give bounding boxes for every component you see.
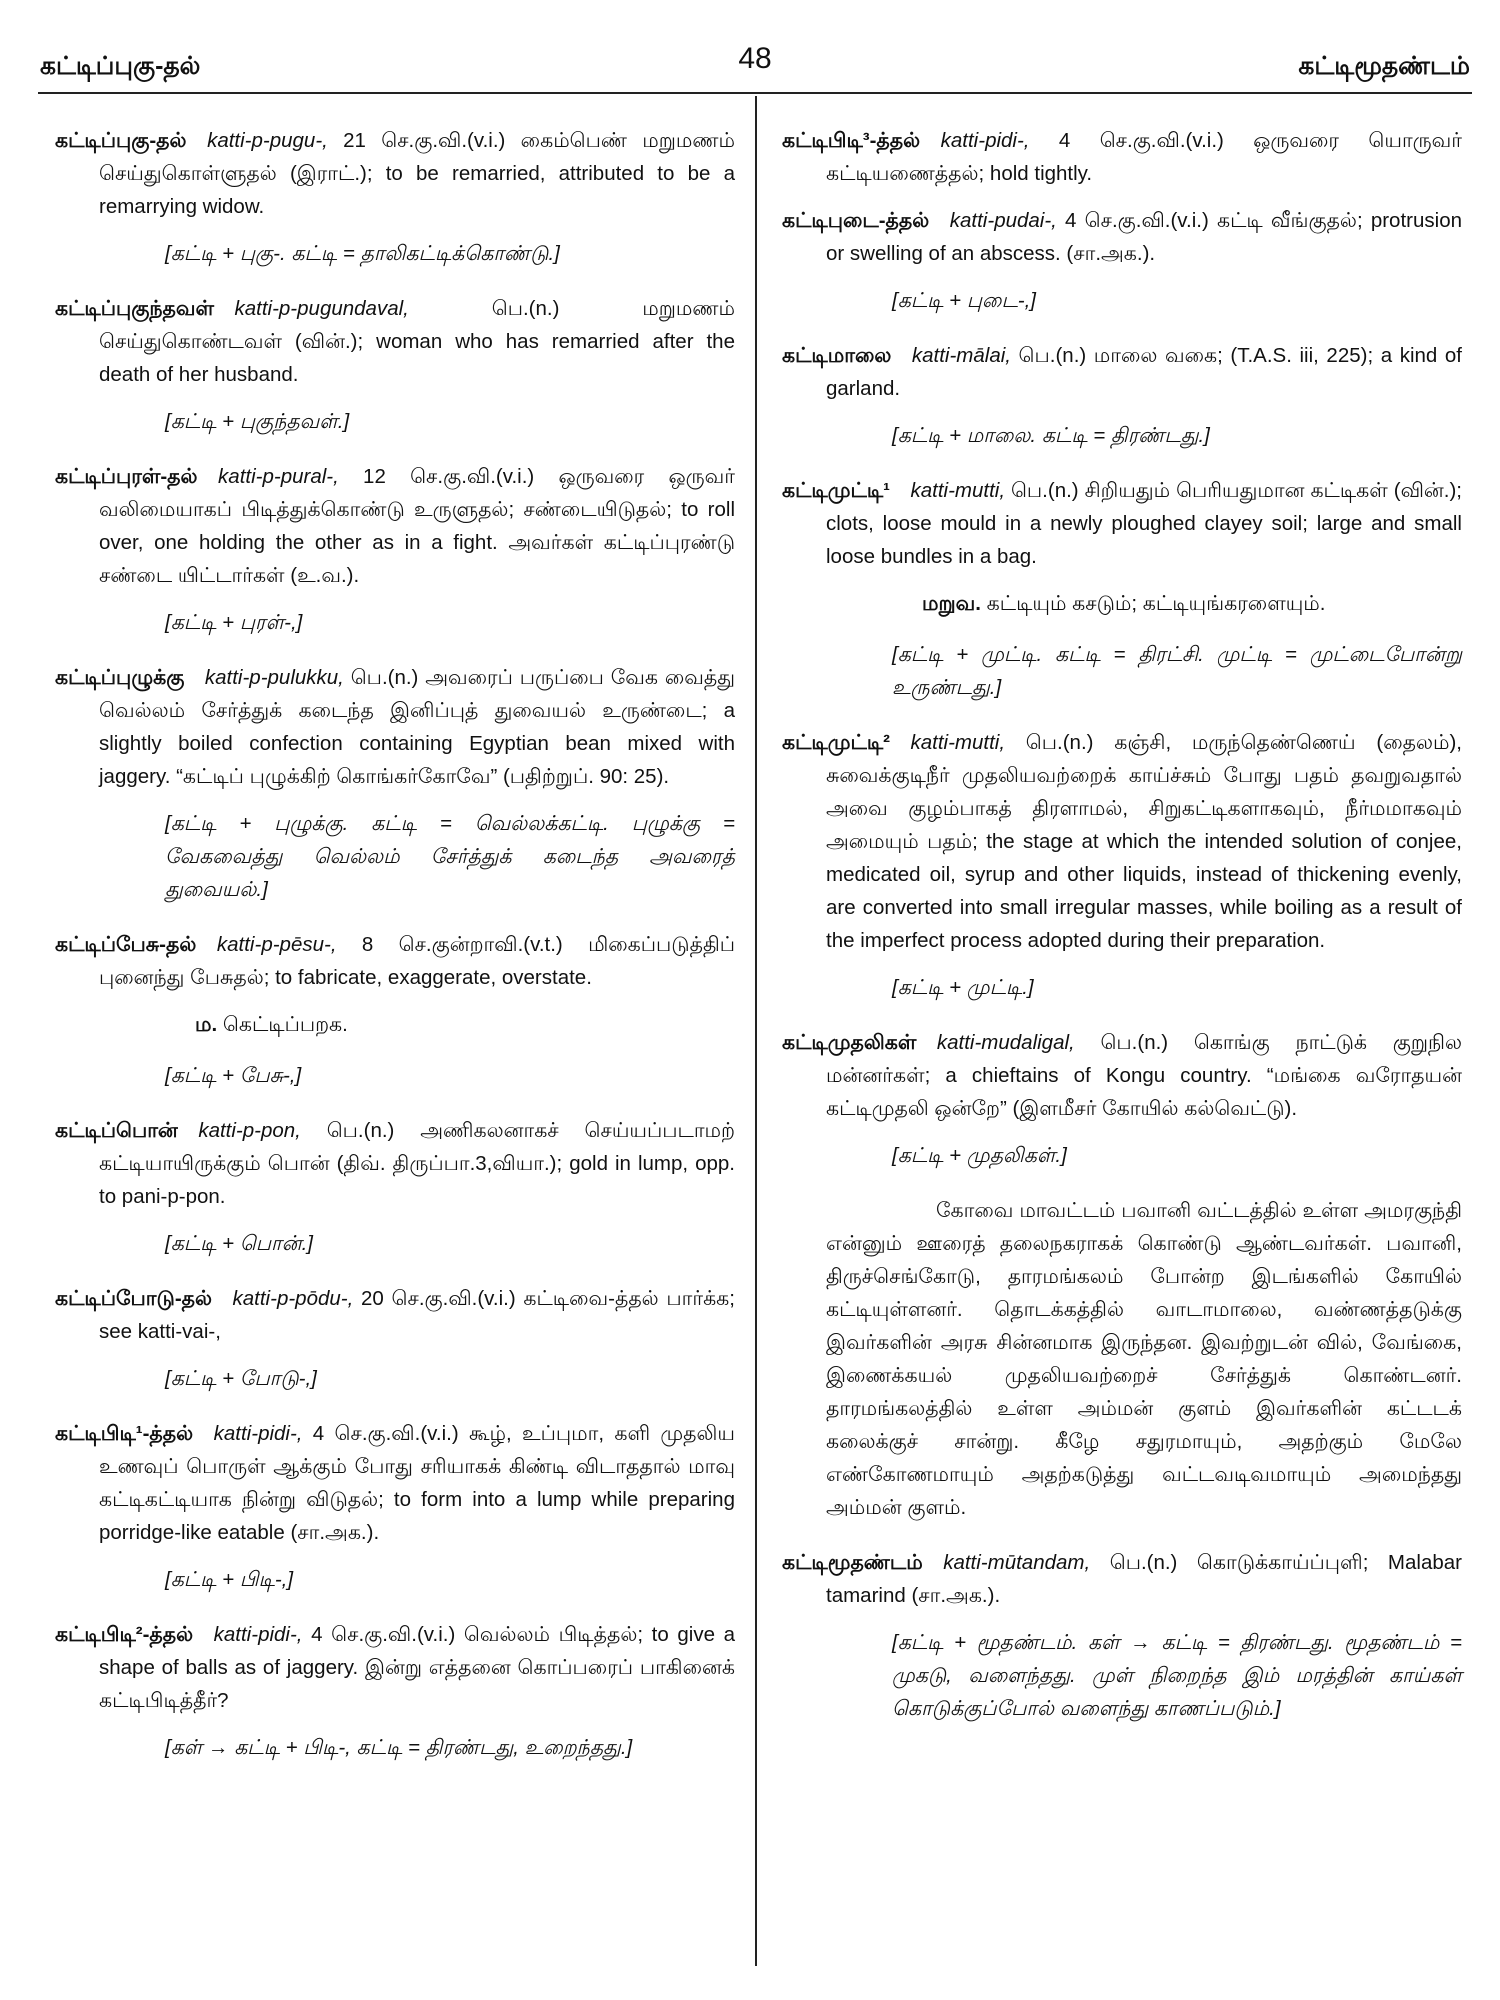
- entry-headword: கட்டிமாலை: [782, 344, 892, 367]
- entry-etymology: [கட்டி + புரள்-,]: [165, 611, 303, 634]
- entry-etymology: [கட்டி + மாலை. கட்டி = திரண்டது.]: [892, 424, 1210, 447]
- entry-etymology: [கட்டி + புகுந்தவள்.]: [165, 410, 350, 433]
- entry-headword: கட்டிப்புகு-தல்: [55, 129, 187, 152]
- entry-transliteration: katti-p-pugundaval,: [234, 297, 409, 320]
- entry-transliteration: katti-p-pulukku,: [204, 666, 344, 689]
- dictionary-entry: [55, 292, 735, 391]
- entry-transliteration: katti-mālai,: [911, 344, 1011, 367]
- entry-definition: 21 செ.கு.வி.(v.i.) கைம்பெண் மறுமணம் செய்துகொள்ளுதல் (இராட்.); to be remarried, attributed to be a remarrying widow.: [99, 129, 735, 218]
- entry-definition: பெ.(n.) மாலை வகை; (T.A.S. iii, 225); a kind of garland.: [826, 344, 1462, 400]
- entry-transliteration: katti-p-pural-,: [218, 465, 339, 488]
- entry-transliteration: katti-pidi-,: [213, 1623, 303, 1646]
- entry-headword: கட்டிப்போடு-தல்: [55, 1287, 213, 1310]
- right-column: [782, 124, 1462, 1747]
- cross-reference-label: ம.: [195, 1013, 218, 1036]
- entry-headword: கட்டிப்பேசு-தல்: [55, 933, 197, 956]
- entry-etymology: [கட்டி + மூதண்டம். கள் → கட்டி = திரண்டது. மூதண்டம் = முகடு, வளைந்தது. முள் நிறைந்த இம் மரத்தின் காய்கள் கொடுக்குப்போல் வளைந்து காணப்படும்.]: [892, 1631, 1462, 1720]
- entry-headword: கட்டிப்புரள்-தல்: [55, 465, 198, 488]
- entry-definition: பெ.(n.) கொங்கு நாட்டுக் குறுநில மன்னர்கள்; a chieftains of Kongu country. “மங்கை வரோதயன் கட்டிமுதலி ஒன்றே” (இளமீசர் கோயில் கல்வெட்டு).: [826, 1031, 1462, 1120]
- entry-transliteration: katti-mutti,: [910, 731, 1006, 754]
- entry-definition: 12 செ.கு.வி.(v.i.) ஒருவரை ஒருவர் வலிமையாகப் பிடித்துக்கொண்டு உருளுதல்; சண்டையிடுதல்; to roll over, one holding the other as in a fight. அவர்கள் கட்டிப்புரண்டு சண்டை யிட்டார்கள் (உ.வ.).: [99, 465, 735, 587]
- entry-headword: கட்டிபுடை-த்தல்: [782, 209, 930, 232]
- entry-definition: பெ.(n.) மறுமணம் செய்துகொண்டவள் (வின்.); woman who has remarried after the death of her husband.: [99, 297, 735, 386]
- dictionary-entry: [55, 928, 735, 994]
- entry-headword: கட்டிமுதலிகள்: [782, 1031, 917, 1054]
- page-header: [40, 42, 1470, 86]
- entry-headword: கட்டிமுட்டி¹: [782, 479, 890, 502]
- entry-transliteration: katti-p-pugu-,: [207, 129, 328, 152]
- entry-headword: கட்டிமூதண்டம்: [782, 1551, 923, 1574]
- entry-definition: பெ.(n.) அவரைப் பருப்பை வேக வைத்து வெல்லம் சேர்த்துக் கடைந்த இனிப்புத் துவையல் உருண்டை; a slightly boiled confection containing Egyptian bean mixed with jaggery. “கட்டிப் புழுக்கிற் கொங்கர்கோவே” (பதிற்றுப். 90: 25).: [99, 666, 735, 788]
- dictionary-entry: [55, 1282, 735, 1348]
- entry-headword: கட்டிமுட்டி²: [782, 731, 890, 754]
- dictionary-entry: [782, 124, 1462, 190]
- dictionary-entry: [782, 726, 1462, 957]
- dictionary-entry: [55, 1417, 735, 1549]
- entry-headword: கட்டிபிடி³-த்தல்: [782, 129, 921, 152]
- dictionary-entry: [782, 1026, 1462, 1125]
- entry-etymology: [கட்டி + பிடி-,]: [165, 1568, 294, 1591]
- entry-definition: 20 செ.கு.வி.(v.i.) கட்டிவை-த்தல் பார்க்க; see katti-vai-,: [99, 1287, 735, 1343]
- entry-definition: 8 செ.குன்றாவி.(v.t.) மிகைப்படுத்திப் புனைந்து பேசுதல்; to fabricate, exaggerate, overstate.: [99, 933, 735, 989]
- entry-headword: கட்டிபிடி²-த்தல்: [55, 1623, 194, 1646]
- right-guide-word: கட்டிமூதண்டம்: [1298, 52, 1470, 80]
- header-rule: [38, 92, 1472, 94]
- entry-transliteration: katti-p-pēsu-,: [216, 933, 337, 956]
- dictionary-entry: [782, 474, 1462, 573]
- left-guide-word: கட்டிப்புகு-தல்: [40, 52, 201, 80]
- entry-transliteration: katti-pidi-,: [213, 1422, 303, 1445]
- dictionary-entry: [782, 339, 1462, 405]
- entry-definition: பெ.(n.) கொடுக்காய்ப்புளி; Malabar tamarind (சா.அக.).: [826, 1551, 1462, 1607]
- entry-definition: 4 செ.கு.வி.(v.i.) கட்டி வீங்குதல்; protrusion or swelling of an abscess. (சா.அக.).: [826, 209, 1462, 265]
- dictionary-entry: [55, 1618, 735, 1717]
- entry-transliteration: katti-pudai-,: [949, 209, 1057, 232]
- entry-headword: கட்டிபிடி¹-த்தல்: [55, 1422, 194, 1445]
- entry-etymology: [கட்டி + புழுக்கு. கட்டி = வெல்லக்கட்டி. புழுக்கு = வேகவைத்து வெல்லம் சேர்த்துக் கடைந்த அவரைத் துவையல்.]: [165, 812, 735, 901]
- entry-etymology: [கட்டி + முட்டி. கட்டி = திரட்சி. முட்டி = முட்டைபோன்று உருண்டது.]: [892, 643, 1462, 699]
- entry-etymology: [கட்டி + புகு-. கட்டி = தாலிகட்டிக்கொண்டு.]: [165, 242, 560, 265]
- entry-definition: பெ.(n.) சிறியதும் பெரியதுமான கட்டிகள் (வின்.); clots, loose mould in a newly ploughed clayey soil; large and small loose bundles in a bag.: [826, 479, 1462, 568]
- entry-definition: 4 செ.கு.வி.(v.i.) ஒருவரை யொருவர் கட்டியணைத்தல்; hold tightly.: [826, 129, 1462, 185]
- entry-etymology: [கட்டி + போடு-,]: [165, 1367, 317, 1390]
- entry-etymology: [கள் → கட்டி + பிடி-, கட்டி = திரண்டது, உறைந்தது.]: [165, 1736, 633, 1759]
- entry-definition: பெ.(n.) அணிகலனாகச் செய்யப்படாமற் கட்டியாயிருக்கும் பொன் (திவ். திருப்பா.3,வியா.); gold in lump, opp. to pani-p-pon.: [99, 1119, 735, 1208]
- entry-etymology: [கட்டி + முட்டி.]: [892, 976, 1034, 999]
- cross-reference-text: கட்டியும் கசடும்; கட்டியுங்கரளையும்.: [980, 592, 1326, 615]
- cross-reference-label: மறுவ.: [922, 592, 981, 615]
- entry-transliteration: katti-pidi-,: [940, 129, 1030, 152]
- entry-etymology: [கட்டி + புடை-,]: [892, 289, 1036, 312]
- dictionary-entry: [782, 204, 1462, 270]
- dictionary-entry: [55, 661, 735, 793]
- dictionary-entry: [782, 1546, 1462, 1612]
- entry-definition: பெ.(n.) கஞ்சி, மருந்தெண்ணெய் (தைலம்), சுவைக்குடிநீர் முதலியவற்றைக் காய்ச்சும் போது பதம் தவறுவதால் அவை குழம்பாகத் திரளாமல், சிறுகட்டிகளாகவும், நீர்மமாகவும் அமையும் பதம்; the stage at which the intended solution of conjee, medicated oil, syrup and other liquids, instead of thickening evenly, are converted into small irregular masses, while boiling as a result of the imperfect process adopted during their preparation.: [826, 731, 1462, 952]
- entry-cross-reference: [55, 1008, 735, 1041]
- entry-headword: கட்டிப்புகுந்தவள்: [55, 297, 214, 320]
- dictionary-entry: [55, 1114, 735, 1213]
- entry-transliteration: katti-p-pōdu-,: [232, 1287, 354, 1310]
- cross-reference-text: கெட்டிப்பறக.: [217, 1013, 348, 1036]
- entry-etymology: [கட்டி + பேசு-,]: [165, 1064, 302, 1087]
- page-number: 48: [738, 42, 772, 75]
- entry-transliteration: katti-mutti,: [910, 479, 1006, 502]
- entry-etymology: [கட்டி + பொன்.]: [165, 1232, 313, 1255]
- entry-transliteration: katti-mūtandam,: [943, 1551, 1091, 1574]
- left-column: [55, 124, 735, 1786]
- entry-cross-reference: [782, 587, 1462, 620]
- entry-definition: 4 செ.கு.வி.(v.i.) கூழ், உப்புமா, களி முதலிய உணவுப் பொருள் ஆக்கும் போது சரியாகக் கிண்டி விடாததால் மாவு கட்டிகட்டியாக நின்று விடுதல்; to form into a lump while preparing porridge-like eatable (சா.அக.).: [99, 1422, 735, 1544]
- entry-headword: கட்டிப்பொன்: [55, 1119, 178, 1142]
- entry-definition: 4 செ.கு.வி.(v.i.) வெல்லம் பிடித்தல்; to give a shape of balls as of jaggery. இன்று எத்தனை கொப்பரைப் பாகினைக் கட்டிபிடித்தீர்?: [99, 1623, 735, 1712]
- entry-headword: கட்டிப்புழுக்கு: [55, 666, 185, 689]
- entry-etymology: [கட்டி + முதலிகள்.]: [892, 1144, 1067, 1167]
- dictionary-entry: [55, 124, 735, 223]
- dictionary-entry: [55, 460, 735, 592]
- entry-transliteration: katti-mudaligal,: [936, 1031, 1075, 1054]
- entry-note-paragraph: கோவை மாவட்டம் பவானி வட்டத்தில் உள்ள அமரகுந்தி என்னும் ஊரைத் தலைநகராகக் கொண்டு ஆண்டவர்கள். பவானி, திருச்செங்கோடு, தாரமங்கலம் போன்ற இடங்களில் கோயில் கட்டியுள்ளனர். தொடக்கத்தில் வாடாமாலை, வண்ணத்தடுக்கு இவர்களின் அரசு சின்னமாக இருந்தன. இவற்றுடன் வில், வேங்கை, இணைக்கயல் முதலியவற்றைச் சேர்த்துக் கொண்டனர். தாரமங்கலத்தில் உள்ள அம்மன் குளம் இவர்களின் கட்டடக் கலைக்குச் சான்று. கீழே சதுரமாயும், அதற்கும் மேலே எண்கோணமாயும் அதற்கடுத்து வட்டவடிவமாயும் அமைந்தது அம்மன் குளம்.: [826, 1199, 1462, 1519]
- entry-transliteration: katti-p-pon,: [198, 1119, 301, 1142]
- column-divider: [755, 96, 757, 1966]
